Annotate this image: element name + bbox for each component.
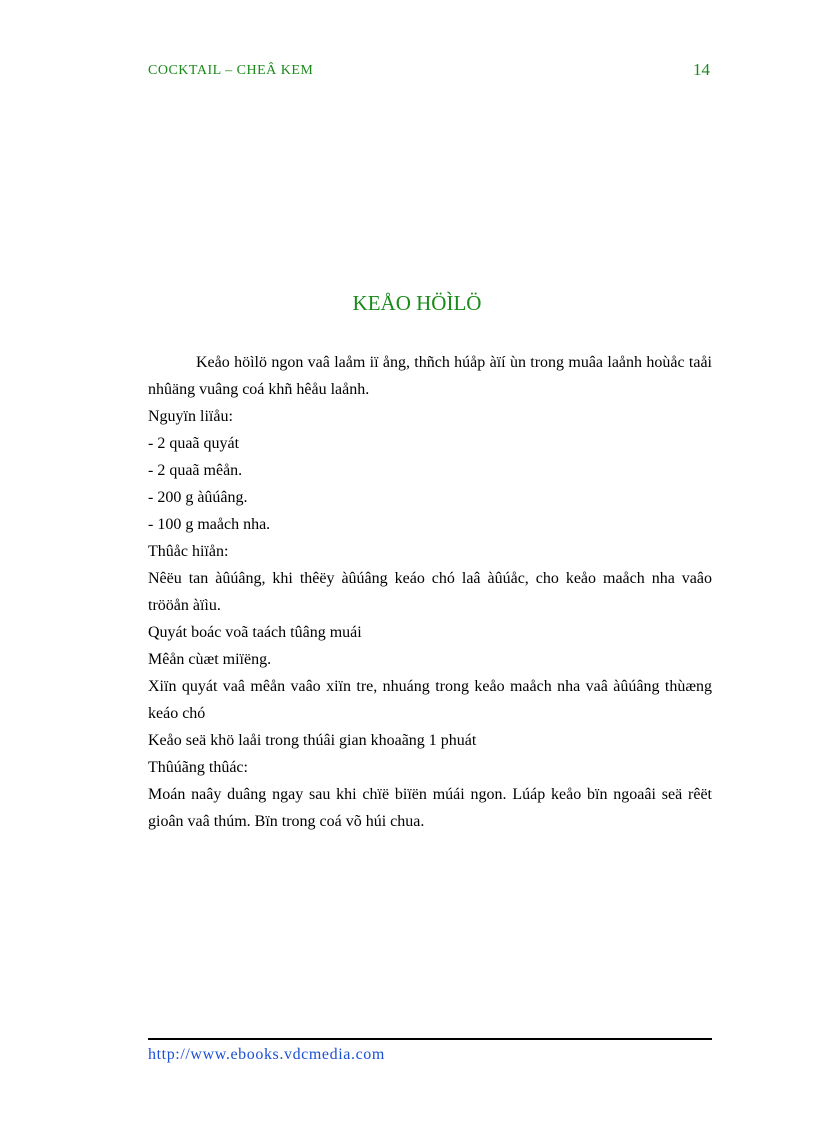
method-step: Xiïn quyát vaâ mêån vaâo xiïn tre, nhuáng trong keåo maåch nha vaâ àûúâng thùæng keáo chó [148,678,712,722]
method-heading: Thûåc hiïån: [148,543,229,560]
ingredient-item: - 2 quaã quyát [148,435,240,452]
serving-heading: Thûúãng thûác: [148,759,248,776]
page-title: KEÅO HÖÌLÖ [352,291,482,315]
page-number: 14 [693,60,710,79]
method-step: Keåo seä khö laåi trong thúâi gian khoaãng 1 phuát [148,732,477,749]
ingredient-item: - 2 quaã mêån. [148,462,243,479]
running-title: COCKTAIL – CHEÂ KEM [148,63,314,78]
ingredient-item: - 200 g àûúâng. [148,489,248,506]
serving-paragraph: Moán naây duâng ngay sau khi chïë biïën múái ngon. Lúáp keåo bïn ngoaâi seä rêët gioân vaâ thúm. Bïn trong coá võ húi chua. [148,786,712,830]
footer-url-link[interactable]: http://www.ebooks.vdcmedia.com [148,1046,385,1063]
method-step: Mêån cùæt miïëng. [148,651,272,668]
intro-paragraph: Keåo höìlö ngon vaâ laåm iï ång, thñch húåp àïí ùn trong muâa laånh hoùåc taåi nhûäng vuâng coá khñ hêåu laånh. [148,354,712,398]
ingredients-heading: Nguyïn liïåu: [148,408,233,425]
method-step: Quyát boác voã taách tûâng muái [148,624,362,641]
footer-divider [148,1038,712,1040]
method-step: Nêëu tan àûúâng, khi thêëy àûúâng keáo chó laâ àûúåc, cho keåo maåch nha vaâo trööån àïìu. [148,570,712,614]
ingredient-item: - 100 g maåch nha. [148,516,271,533]
recipe-body [148,349,712,835]
